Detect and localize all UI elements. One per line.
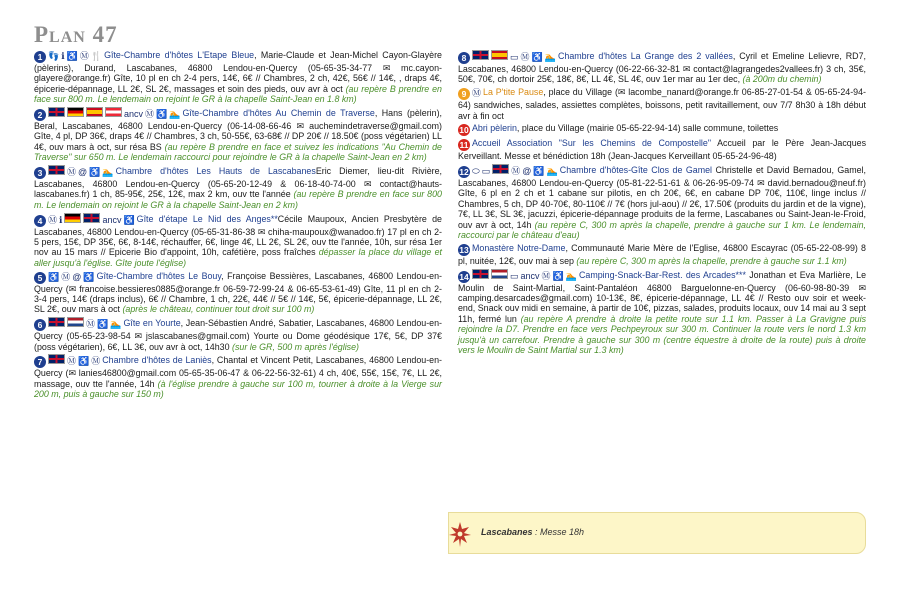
right-column bbox=[458, 50, 866, 358]
amenity-icon: ancv bbox=[124, 109, 144, 119]
amenity-icon: Ⓜ bbox=[520, 52, 530, 62]
listing-name: Chambre d'hôtes La Grange des 2 vallées bbox=[557, 51, 733, 61]
amenity-icon: 🏊 bbox=[544, 52, 556, 62]
mass-info-box bbox=[448, 512, 866, 554]
listing-name: Accueil Association "Sur les Chemins de Compostelle" bbox=[472, 138, 711, 149]
flag-icon-uk bbox=[472, 50, 489, 60]
listing-entry bbox=[34, 271, 442, 315]
listing-details: , Communauté Marie Mère de l'Eglise, 46800 Escayrac (05-65-22-08-99) 8 pl, nuitée, 12€, ouv mai à sep bbox=[458, 242, 866, 266]
flag-icon-nl bbox=[67, 317, 84, 327]
listing-directions: (au repère B prendre en face et suivez les indications "Au Chemin de Traverse" sur 650 m. Le lendemain raccourci pour rejoindre le GR à la chapelle Saint-Jean en 2 km) bbox=[34, 141, 442, 163]
amenity-icon: Ⓜ bbox=[511, 166, 521, 177]
listing-name: Monastère Notre-Dame bbox=[472, 242, 566, 253]
amenity-icon: Ⓜ bbox=[145, 109, 155, 119]
amenity-icon: Ⓜ bbox=[79, 51, 89, 61]
listing-entry bbox=[458, 243, 866, 266]
listing-entry bbox=[458, 87, 866, 121]
amenity-icon: 🏊 bbox=[546, 166, 558, 177]
amenity-icon: ♿ bbox=[531, 52, 543, 62]
amenity-icon: Ⓜ bbox=[67, 167, 77, 177]
listing-directions: dépasser la place du village et aller jusqu'à l'église. Gîte joute l'église) bbox=[34, 247, 442, 268]
listing-entry bbox=[34, 354, 442, 399]
listing-directions: (au repère C, 300 m après la chapelle, prendre à gauche sur 1.1 km) bbox=[576, 255, 847, 266]
amenity-icon: ▭ bbox=[481, 166, 491, 177]
amenity-icon: Ⓜ bbox=[48, 214, 58, 225]
amenity-icon: ♿ bbox=[533, 166, 545, 177]
amenity-icon: 🏊 bbox=[169, 109, 181, 119]
amenity-icon: ancv bbox=[520, 270, 540, 281]
listing-directions: (après le château, continuer tout droit sur 100 m) bbox=[122, 304, 315, 315]
listing-number-badge: 8 bbox=[458, 52, 470, 64]
flag-icon-nl bbox=[491, 269, 508, 279]
listing-number-badge: 7 bbox=[34, 356, 46, 368]
listing-number-badge: 1 bbox=[34, 51, 46, 63]
amenity-icon: ℹ bbox=[61, 51, 65, 61]
page-title: Plan 47 bbox=[34, 22, 118, 47]
flag-icon-uk bbox=[492, 164, 509, 174]
mass-schedule bbox=[481, 527, 584, 537]
listing-directions: (au repère C, 300 m après la chapelle, prendre à gauche sur 1 km. Le lendemain, raccourci par le château d'eau) bbox=[458, 219, 866, 241]
amenity-icon: 🏊 bbox=[102, 167, 114, 177]
listing-details: , Françoise Bessières, Lascabanes, 46800 Lendou-en-Quercy (✉ francoise.bessieres0885@orange.fr 06-59-72-99-24 & 06-65-53-61-49) Gîte, 11 pl en ch 2-3-4 pers, 14€ (draps inclus), 6€ // Chambre, 1 ch, 22€, 44€ // 5€ // 14€, 5€, épicerie-dépannage, LL 2€, SL 2€, ouv mars à oct bbox=[34, 270, 443, 315]
listing-entry bbox=[34, 213, 442, 269]
listing-name: Chambre d'hôtes de Laniès bbox=[102, 355, 212, 366]
listing-number-badge: 6 bbox=[34, 319, 46, 331]
amenity-icon: ♿ bbox=[78, 356, 90, 367]
amenity-icon: @ bbox=[522, 166, 532, 177]
listing-details: , Hans (pèlerin), Beral, Lascabanes, 46800 Lendou-en-Quercy (06-14-08-66-46 ✉ auchemindetraverse@gmail.com) Gîte, 4 pl, DP 36€, draps 4€ // Chambres, 3 ch, 50-55€, 63-68€ // DP 20€ // 18.50€ (poss végétarien) LL 4€, ouv mars à oct, sur résa BS bbox=[34, 108, 442, 152]
listing-entry bbox=[34, 107, 442, 163]
listing-details: , place du Village (✉ lacombe_nanard@orange.fr 06-85-27-01-54 & 05-65-24-94-64) sandwiches, salades, assiettes complètes, boissons, petit ravitaillement, ouv 7/7 8h30 à 18h début avr à fin oct bbox=[458, 87, 866, 121]
listing-number-badge: 4 bbox=[34, 215, 46, 227]
left-column bbox=[34, 50, 442, 402]
amenity-icon: ♿ bbox=[48, 271, 60, 282]
listing-details: , Cyril et Emeline Lelievre, RD7, Lascabanes, 46800 Lendou-en-Quercy (06-22-66-32-81 ✉ contact@lagrangedes2vallees.fr) 3 ch, 35€, 50€, 70€, ch dortoir 25€, 18€, 8€, LL 4€, SL 4€, ouv 1er mar au 1er dec, bbox=[458, 51, 866, 85]
listing-details: , Chantal et Vincent Petit, Lascabanes, 46800 Lendou-en-Quercy (✉ lanies46800@gmail.com 05-65-35-06-47 & 06-22-56-32-61) 4 ch, 40€, 55€, 15€, 7€, LL 2€, massage, ouv tte l'année, 14h bbox=[34, 355, 442, 389]
amenity-icon: @ bbox=[78, 167, 88, 177]
amenity-icon: 👣 bbox=[48, 51, 60, 61]
flag-icon-uk bbox=[472, 269, 489, 279]
amenity-icon: 🏊 bbox=[110, 319, 122, 330]
amenity-icon: ancv bbox=[102, 214, 122, 225]
listing-entry bbox=[458, 164, 866, 241]
amenity-icon: ♿ bbox=[97, 319, 109, 330]
amenity-icon: ♿ bbox=[552, 270, 564, 281]
flag-icon-es bbox=[491, 50, 508, 60]
amenity-icon: ▭ bbox=[510, 270, 519, 281]
listing-details: , place du Village (mairie 05-65-22-94-14) salle commune, toilettes bbox=[516, 123, 779, 134]
amenity-icon: Ⓜ bbox=[86, 319, 96, 330]
listing-details: Eric Diemer, lieu-dit Rivière, Lascabanes, 46800 Lendou-en-Quercy (05-65-20-12-49 & 06-18-40-74-00 ✉ contact@hauts-lascabanes.fr) 1 ch, 85-95€, 25€, 12€, max 2 km, ouv tte l'année bbox=[34, 166, 442, 200]
mass-text: : Messe 18h bbox=[532, 527, 585, 537]
amenity-icon: ♿ bbox=[89, 167, 101, 177]
listing-name: Camping-Snack-Bar-Rest. des Arcades*** bbox=[578, 269, 746, 280]
flag-icon-uk bbox=[48, 107, 65, 117]
listing-details: , Marie-Claude et Jean-Michel Cayon-Glayère (pèlerins), Durand, Lascabanes, 46800 Lendou-en-Quercy (05-65-35-34-77 ✉ mc.cayon-glayere@orange.fr) Gîte, 10 pl en ch 2-4 pers, 14€, 6€ // Chambres, 2 ch, 42€, 56€ // 14€, , draps 4€, épicerie-dépannage, LL 2€, SL 2€, massages et soin des pieds, ouv avr à oct bbox=[34, 50, 442, 94]
listing-directions: (à 200m du chemin) bbox=[742, 74, 822, 85]
pilgrim-cross-icon bbox=[445, 519, 475, 549]
listing-details: , Jean-Sébastien André, Sabatier, Lascabanes, 46800 Lendou-en-Quercy (05-65-23-98-54 ✉ jslascabanes@gmail.com) Yourte ou Dome géodésique 17€, 5€, DP 37€ (poss végétarien), 6€, LL 3€, ouv avr à oct, 14h30 bbox=[34, 318, 442, 352]
listing-name: Chambre d'hôtes-Gîte Clos de Gamel bbox=[559, 165, 713, 176]
flag-icon-de bbox=[64, 213, 81, 223]
amenity-icon: 🍴 bbox=[90, 51, 103, 61]
listing-name: Abri pèlerin bbox=[472, 123, 517, 134]
flag-icon-uk bbox=[48, 354, 65, 364]
flag-icon-at bbox=[105, 107, 122, 117]
listing-details: Christelle et David Bernadou, Gamel, Lascabanes, 46800 Lendou-en-Quercy (05-81-22-51-61 & 06-26-95-09-74 ✉ david.bernadou@neuf.fr) Gîte, 6 pl en 2 ch et 1 cabane sur pilotis, en ch 20€, 6€, en cabane DP 70€, 110€, linge inclus // Chambres, 5 ch, DP 40-70€, 80-110€ // 7€ (hors jul-aou) // 2€, 17.50€ (produits du jardin et de la vigne), 7€, LL 3€, SL 3€, jacuzzi, épicerie-dépannage produits de la ferme, Lascabanes ou Saint-Jean-le-Froid, ouv avr à oct, 14h bbox=[458, 165, 866, 230]
amenity-icon: @ bbox=[72, 271, 82, 282]
listing-entry bbox=[458, 50, 866, 85]
amenity-icon: ♿ bbox=[83, 271, 95, 282]
listing-entry bbox=[34, 50, 442, 105]
amenity-icon: ♿ bbox=[66, 51, 78, 61]
listing-details: Jonathan et Eva Marlière, Le Moulin de Saint-Martial, Saint-Pantaléon 46800 Barguelonne-en-Quercy (06-60-98-80-39 ✉ camping.desarcades@gmail.com) 10-13€, 8€, épicerie-dépannage, LL 4€ // Resto ouv soir et week-end, Snack ouv midi en semaine, à partir de 10€, pizzas, salades, produits locaux, ouv 14 mai au 3 sept 11h, fermé lun bbox=[458, 269, 867, 324]
listing-entry bbox=[34, 317, 442, 352]
listing-entry bbox=[458, 269, 866, 356]
listing-entry bbox=[34, 165, 442, 210]
listing-number-badge: 13 bbox=[459, 244, 469, 255]
listing-name: Gîte-Chambre d'hôtes L'Etape Bleue bbox=[104, 50, 255, 60]
listing-details: Cécile Maupoux, Ancien Presbytère de Lascabanes, 46800 Lendou-en-Quercy (05-65-31-86-38 ✉ chiha-maupoux@wanadoo.fr) 17 pl en ch 2-5 pers, 15€, DP 35€, 6€, 8-14€, réchauffer, 6€, linge 4€, LL 2€, SL 2€, ouv tte l'année, 10h, sur résa 1er nov au 15 mars // Epicerie Bio d'appoint, 10h, cafétière, poss fraîches bbox=[34, 213, 442, 258]
amenity-icon: Ⓜ bbox=[541, 270, 551, 281]
listing-directions: (à l'église prendre à gauche sur 100 m, tourner à droite à la Vierge sur 200 m, puis à gauche sur 150 m) bbox=[34, 378, 443, 400]
mass-town: Lascabanes bbox=[481, 527, 533, 537]
listing-directions: (au repère B prendre en face sur 800 m. Le lendemain on rejoint le GR à la chapelle Saint-Jean en 1.8 km) bbox=[34, 83, 442, 105]
listing-name: Gîte d'étape Le Nid des Anges** bbox=[136, 213, 278, 224]
listing-entry bbox=[458, 123, 866, 136]
listing-number-badge: 10 bbox=[459, 125, 469, 136]
listing-name: Gîte-Chambre d'hôtes Au Chemin de Traverse bbox=[182, 108, 375, 118]
flag-icon-es bbox=[86, 107, 103, 117]
listing-name: Chambre d'hôtes Les Hauts de Lascabanes bbox=[115, 166, 316, 176]
flag-icon-uk bbox=[48, 317, 65, 327]
listing-number-badge: 3 bbox=[34, 167, 46, 179]
amenity-icon: Ⓜ bbox=[472, 88, 482, 99]
listing-number-badge: 14 bbox=[459, 271, 469, 282]
listing-directions: (sur le GR, 500 m après l'église) bbox=[232, 341, 359, 352]
listing-entry bbox=[458, 138, 866, 161]
flag-icon-uk bbox=[48, 165, 65, 175]
amenity-icon: ♿ bbox=[156, 109, 168, 119]
listing-directions: (au repère A prendre à droite la petite route sur 1.1 km. Passer à La Gravigne puis rejoindre la D7. Prendre en face vers Pechpeyroux sur 300 m. Continuer la route vers le nord 1.3 km jusqu'à un carrefour. Prendre à gauche sur 300 m (centre équestre à droite de la route) puis à droite vers le Moulin de Saint Martial sur 1.3 km) bbox=[458, 313, 867, 356]
amenity-icon: Ⓜ bbox=[91, 356, 101, 367]
listing-directions: (au repère B prendre en face sur 800 m. Le lendemain on rejoint le GR à la chapelle Saint-Jean en 2 km) bbox=[34, 189, 442, 210]
listing-name: La P'tite Pause bbox=[483, 87, 544, 98]
listing-name: Gîte-Chambre d'hôtes Le Bouy bbox=[96, 270, 222, 281]
listing-number-badge: 11 bbox=[459, 140, 469, 151]
amenity-icon: ▭ bbox=[510, 52, 519, 62]
amenity-icon: Ⓜ bbox=[61, 271, 71, 282]
amenity-icon: Ⓜ bbox=[67, 356, 77, 367]
listing-number-badge: 12 bbox=[459, 167, 469, 178]
listing-number-badge: 2 bbox=[34, 109, 46, 121]
flag-icon-de bbox=[67, 107, 84, 117]
amenity-icon: 🏊 bbox=[565, 270, 577, 281]
listing-number-badge: 9 bbox=[458, 88, 470, 100]
amenity-icon: ℹ bbox=[59, 214, 63, 225]
listing-name: Gîte en Yourte bbox=[123, 318, 181, 329]
amenity-icon: ⬭ bbox=[472, 166, 480, 177]
amenity-icon: ♿ bbox=[123, 214, 135, 225]
listing-details: Accueil par le Père Jean-Jacques Kerveillant. Messe et bénédiction 18h (Jean-Jacques Kerveillant 05-65-24-96-48) bbox=[458, 138, 867, 162]
listing-number-badge: 5 bbox=[34, 272, 46, 284]
flag-icon-uk bbox=[83, 213, 100, 223]
